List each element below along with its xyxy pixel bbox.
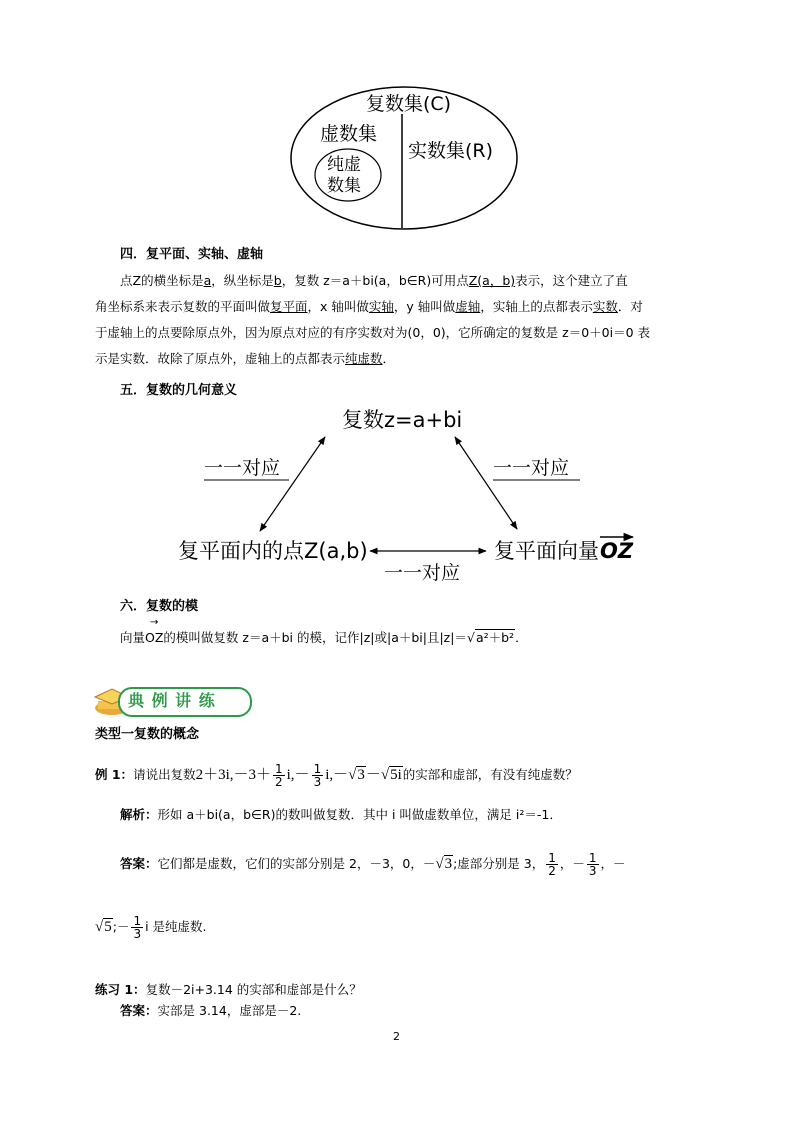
text: 的实部和虚部，有没有纯虚数？ bbox=[402, 767, 578, 782]
text: ;－ bbox=[112, 919, 130, 934]
exercise-label: 练习 1： bbox=[95, 982, 146, 997]
underlined-term: Z(a，b) bbox=[468, 273, 516, 288]
section4-line2 bbox=[95, 296, 643, 318]
bottom-correspondence-label: 一一对应 bbox=[384, 562, 461, 584]
section5-title: 五．复数的几何意义 bbox=[120, 383, 238, 398]
fraction bbox=[587, 852, 599, 877]
vector-arrow-icon: → bbox=[150, 617, 159, 628]
modulus-definition bbox=[120, 617, 528, 649]
text: 表示，这个建立了直 bbox=[515, 273, 628, 288]
math-expression: i,－ bbox=[325, 767, 349, 783]
underlined-term: 虚轴 bbox=[455, 299, 481, 314]
text: 实部是 3.14，虚部是－2. bbox=[157, 1003, 302, 1018]
fraction bbox=[131, 915, 143, 940]
text: 它们都是虚数，它们的实部分别是 2，－3，0，－ bbox=[157, 856, 436, 871]
section6-title: 六．复数的模 bbox=[120, 599, 199, 614]
text: ，复数 z＝a＋bi(a，b∈R)可用点 bbox=[281, 273, 469, 288]
example1-answer-line2 bbox=[95, 910, 207, 944]
radicand: 5i bbox=[390, 767, 402, 783]
example-label: 例 1： bbox=[95, 767, 134, 782]
exercise1-answer bbox=[120, 1000, 301, 1022]
text: 复数－2i+3.14 的实部和虚部是什么？ bbox=[145, 982, 362, 997]
radicand: 3 bbox=[357, 767, 365, 783]
text: ，纵坐标是 bbox=[211, 273, 274, 288]
text: 形如 a＋bi(a，b∈R)的数叫做复数．其中 i 叫做虚数单位，满足 i²＝-1． bbox=[157, 807, 562, 822]
text: ．对 bbox=[617, 299, 643, 314]
text: ，－ bbox=[559, 856, 585, 871]
example1-analysis bbox=[120, 804, 562, 826]
sqrt-expression: √5i bbox=[380, 767, 402, 783]
complex-set-label: 复数集(C) bbox=[366, 93, 452, 115]
section4-line1 bbox=[120, 270, 628, 292]
radicand: 5 bbox=[104, 919, 112, 935]
imag-set-label: 虚数集 bbox=[320, 123, 378, 145]
text: ． bbox=[515, 630, 528, 645]
fraction bbox=[546, 852, 558, 877]
section4-line4 bbox=[95, 348, 395, 370]
left-correspondence-label: 一一对应 bbox=[204, 457, 281, 479]
vector-node-name: OZ bbox=[600, 539, 634, 563]
example1-answer-line1 bbox=[120, 847, 626, 881]
section4-title: 四．复平面、实轴、虚轴 bbox=[120, 247, 264, 262]
example-banner bbox=[92, 683, 260, 717]
text: 角坐标系来表示复数的平面叫做 bbox=[95, 299, 271, 314]
numerator: 1 bbox=[275, 762, 283, 776]
geometric-meaning-diagram bbox=[170, 403, 640, 588]
sqrt-expression: √3 bbox=[348, 767, 365, 783]
denominator: 3 bbox=[588, 864, 597, 878]
text: 点Z的横坐标是 bbox=[120, 273, 204, 288]
right-bidirectional-arrow bbox=[455, 437, 517, 529]
pure-imag-label-2: 数集 bbox=[327, 176, 361, 196]
fraction bbox=[273, 763, 285, 788]
text: ;虚部分别是 3， bbox=[453, 856, 545, 871]
math-expression: 2＋3i,－3＋ bbox=[195, 767, 271, 783]
text: 的模叫做复数 z＝a＋bi 的模，记作|z|或|a＋bi|且|z|＝ bbox=[163, 630, 467, 645]
denominator: 2 bbox=[548, 864, 556, 878]
left-bidirectional-arrow bbox=[260, 437, 325, 531]
text: ． bbox=[382, 351, 396, 366]
math-expression: － bbox=[365, 767, 381, 783]
numerator: 1 bbox=[588, 851, 597, 865]
text: 请说出复数 bbox=[133, 767, 196, 782]
underlined-term: 复平面 bbox=[270, 299, 308, 314]
denominator: 3 bbox=[313, 775, 322, 789]
analysis-label: 解析： bbox=[120, 807, 158, 822]
real-set-label: 实数集(R) bbox=[408, 140, 494, 162]
underlined-term: 纯虚数 bbox=[345, 351, 383, 366]
answer-label: 答案： bbox=[120, 856, 158, 871]
numerator: 1 bbox=[548, 851, 556, 865]
denominator: 3 bbox=[133, 927, 142, 941]
example1-question bbox=[95, 760, 578, 790]
type1-title: 类型一复数的概念 bbox=[95, 727, 200, 742]
complex-set-venn-diagram bbox=[288, 84, 520, 232]
text: ，实轴上的点都表示 bbox=[480, 299, 593, 314]
underlined-term: a bbox=[203, 273, 212, 288]
radicand: a²＋b² bbox=[475, 630, 515, 645]
text: ，－ bbox=[600, 856, 626, 871]
vector-node-prefix: 复平面向量 bbox=[494, 539, 599, 563]
exercise1-question bbox=[95, 979, 362, 1001]
section4-line3: 于虚轴上的点要除原点外，因为原点对应的有序实数对为(0，0)，它所确定的复数是 z＝0＋0i＝0 表 bbox=[95, 325, 651, 340]
underlined-term: b bbox=[273, 273, 282, 288]
right-correspondence-label: 一一对应 bbox=[493, 457, 570, 479]
text: 向量 bbox=[120, 630, 146, 645]
math-expression: i,－ bbox=[286, 767, 310, 783]
denominator: 2 bbox=[275, 775, 283, 789]
banner-label: 典 例 讲 练 bbox=[128, 691, 216, 710]
vector-oz bbox=[145, 617, 164, 649]
vector-name: OZ bbox=[145, 630, 164, 645]
text: i 是纯虚数. bbox=[145, 919, 207, 934]
fraction bbox=[312, 763, 324, 788]
text: ，y 轴叫做 bbox=[393, 299, 456, 314]
underlined-term: 实数 bbox=[592, 299, 618, 314]
text: ，x 轴叫做 bbox=[307, 299, 369, 314]
sqrt-expression: √a²＋b² bbox=[466, 630, 515, 645]
numerator: 1 bbox=[133, 914, 142, 928]
underlined-term: 实轴 bbox=[368, 299, 394, 314]
complex-plane-point-node: 复平面内的点Z(a,b) bbox=[178, 539, 368, 563]
sqrt-expression: √5 bbox=[95, 919, 112, 935]
sqrt-expression: √3 bbox=[435, 856, 453, 872]
radicand: 3 bbox=[444, 856, 453, 872]
complex-number-node: 复数z=a+bi bbox=[342, 408, 463, 432]
numerator: 1 bbox=[313, 762, 322, 776]
pure-imag-label-1: 纯虚 bbox=[327, 155, 361, 175]
answer-label: 答案： bbox=[120, 1003, 158, 1018]
page-number: 2 bbox=[393, 1030, 400, 1043]
text: 示是实数．故除了原点外，虚轴上的点都表示 bbox=[95, 351, 346, 366]
